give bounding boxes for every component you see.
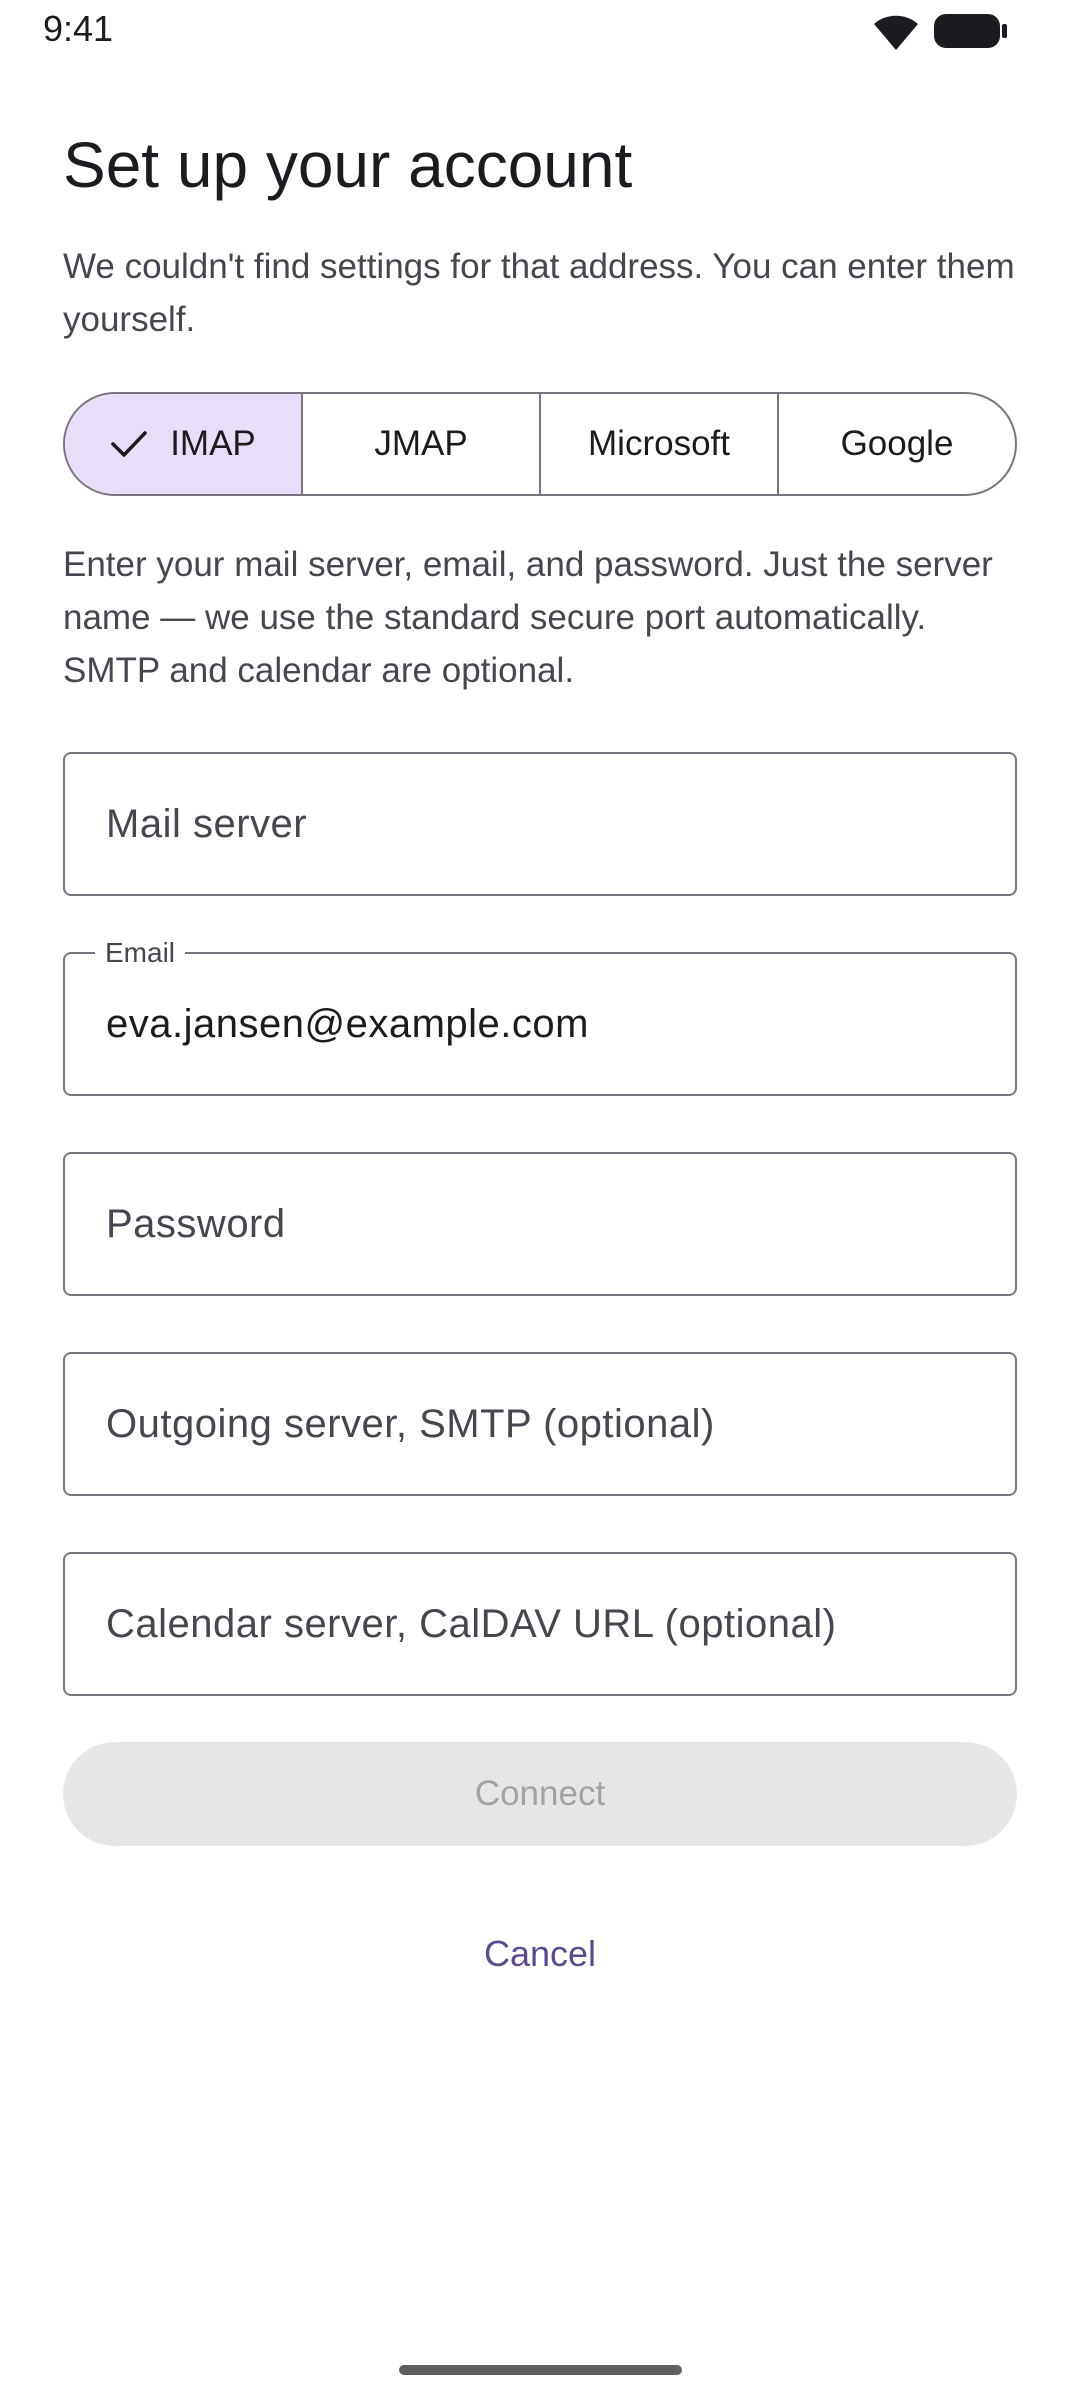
protocol-option-google[interactable] — [779, 394, 1015, 494]
password-field[interactable] — [63, 1152, 1017, 1296]
status-time: 9:41 — [43, 8, 114, 49]
email-label: Email — [95, 936, 185, 970]
helper-text: Enter your mail server, email, and password. Just the server name — we use the standard secure port automatically. SMTP and calendar are optional. — [63, 545, 993, 690]
password-placeholder: Password — [106, 1201, 286, 1246]
protocol-option-microsoft[interactable] — [541, 394, 779, 494]
wifi-icon — [872, 12, 920, 52]
protocol-option-label: IMAP — [170, 424, 256, 463]
protocol-option-label: Google — [840, 424, 954, 463]
email-value: eva.jansen@example.com — [106, 1001, 589, 1046]
page-subtitle: We couldn't find settings for that address. You can enter them yourself. — [63, 247, 1015, 339]
smtp-placeholder: Outgoing server, SMTP (optional) — [106, 1401, 715, 1446]
status-bar — [0, 0, 1080, 64]
mail-server-field[interactable] — [63, 752, 1017, 896]
caldav-placeholder: Calendar server, CalDAV URL (optional) — [106, 1601, 837, 1646]
mail-server-placeholder: Mail server — [106, 801, 308, 846]
smtp-field[interactable] — [63, 1352, 1017, 1496]
connect-button[interactable]: Connect — [63, 1742, 1017, 1846]
email-field[interactable] — [63, 937, 1017, 1096]
page-title: Set up your account — [63, 129, 633, 201]
protocol-option-label: JMAP — [374, 424, 468, 463]
home-indicator[interactable] — [399, 2365, 682, 2375]
cancel-button[interactable]: Cancel — [483, 1933, 597, 1974]
battery-icon — [934, 13, 1008, 49]
check-icon — [110, 429, 148, 459]
protocol-option-label: Microsoft — [588, 424, 730, 463]
caldav-field[interactable] — [63, 1552, 1017, 1696]
protocol-selector — [63, 392, 1017, 496]
protocol-option-imap[interactable] — [65, 394, 303, 494]
protocol-option-jmap[interactable] — [303, 394, 541, 494]
